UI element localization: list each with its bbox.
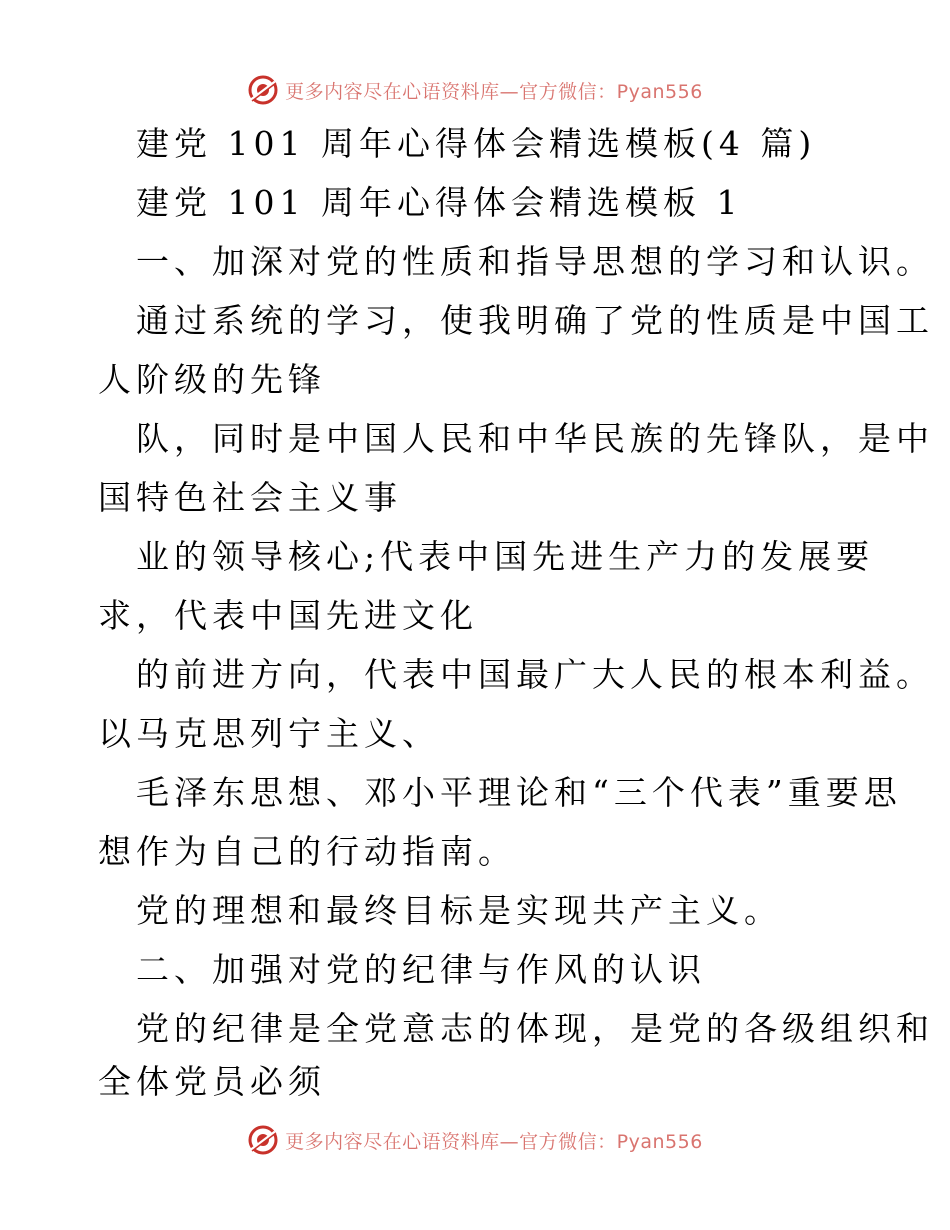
body-line: 党的纪律是全党意志的体现，是党的各级组织和	[136, 1009, 934, 1048]
body-line: 二、加强对党的纪律与作风的认识	[136, 950, 706, 989]
body-line: 以马克思列宁主义、	[98, 714, 440, 753]
body-line: 通过系统的学习，使我明确了党的性质是中国工	[136, 301, 934, 340]
body-line: 一、加深对党的性质和指导思想的学习和认识。	[136, 242, 934, 281]
document-title: 建党 101 周年心得体会精选模板(4 篇)	[136, 124, 817, 163]
document-subtitle: 建党 101 周年心得体会精选模板 1	[136, 183, 743, 222]
brand-logo-icon	[247, 1124, 279, 1156]
body-line: 毛泽东思想、邓小平理论和“三个代表”重要思	[136, 773, 902, 812]
body-line: 全体党员必须	[98, 1062, 326, 1101]
body-line: 业的领导核心;代表中国先进生产力的发展要	[136, 537, 875, 576]
footer-banner	[0, 1120, 950, 1160]
body-line: 求，代表中国先进文化	[98, 596, 478, 635]
header-banner-text: 更多内容尽在心语资料库—官方微信：Pyan556	[285, 80, 703, 103]
body-line: 人阶级的先锋	[98, 360, 326, 399]
header-banner	[0, 70, 950, 110]
body-line: 党的理想和最终目标是实现共产主义。	[136, 891, 782, 930]
body-line: 的前进方向，代表中国最广大人民的根本利益。	[136, 655, 934, 694]
body-line: 队，同时是中国人民和中华民族的先锋队，是中	[136, 419, 934, 458]
body-line: 想作为自己的行动指南。	[98, 832, 516, 871]
brand-logo-icon	[247, 74, 279, 106]
body-line: 国特色社会主义事	[98, 478, 402, 517]
footer-banner-text: 更多内容尽在心语资料库—官方微信：Pyan556	[285, 1130, 703, 1153]
